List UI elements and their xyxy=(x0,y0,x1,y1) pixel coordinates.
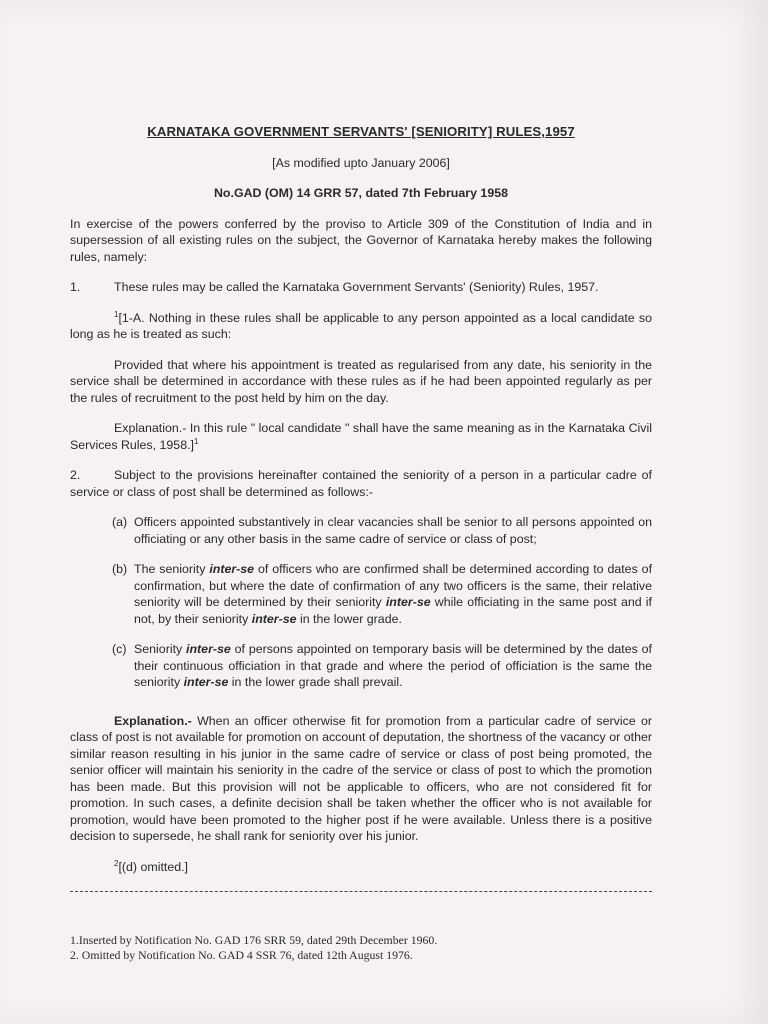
omitted-clause-d: $^2$[(d) omitted.] xyxy=(114,858,188,874)
rule-1a xyxy=(70,310,652,343)
clause-b-text: The seniority inter-se of officers who are confirmed shall be determined according to dates of confirmation, but where the date of confirmation of any two officers is the same, their relative seniority will be determined by their seniority inter-se while officiating in the same post and if not, by their seniority inter-se in the lower grade. xyxy=(134,562,653,626)
clause-c-text: Seniority inter-se of persons appointed on temporary basis will be determined by the dates of their continuous officiation in that grade and where the period of officiation is the same the seniority inter-se in the lower grade shall prevail. xyxy=(134,642,652,689)
explanation-2-text: When an officer otherwise fit for promotion from a particular cadre of service or class of post is not available for promotion on account of deputation, the shortness of the vacancy or other similar reason resulting in his junior in the same cadre of service or class of post being promoted, the senior officer will maintain his seniority in the cadre of the service or class of post to which the promotion has been made. But this provision will not be applicable to officers, who are not considered fit for promotion. In such cases, a definite decision shall be taken whether the officer who is not available for promotion, would have been promoted to the higher post if he were available. Unless there is a positive decision to supersede, he shall rank for seniority over his junior. xyxy=(70,713,652,843)
document-body xyxy=(70,124,652,892)
footnote-ref: 1 xyxy=(193,436,199,446)
clause-b-label: (b) xyxy=(112,562,128,576)
footnote-divider xyxy=(70,891,652,892)
footnote-ref: 2 xyxy=(114,858,119,868)
rule-2 xyxy=(70,467,652,500)
document-title: KARNATAKA GOVERNMENT SERVANTS' [SENIORITY] RULES,1957 xyxy=(147,124,575,139)
clause-a-label: (a) xyxy=(112,515,128,529)
rule-1 xyxy=(70,279,652,296)
proviso: Provided that where his appointment is treated as regularised from any date, his seniority in the service shall be determined in accordance with these rules as if he had been appointed regularly as per the rules of recruitment to the post held by him on the day. xyxy=(70,357,652,405)
footnote-2: 2. Omitted by Notification No. GAD 4 SSR 76, dated 12th August 1976. xyxy=(70,948,413,962)
rule-2-number: 2. xyxy=(70,468,81,482)
gad-reference: No.GAD (OM) 14 GRR 57, dated 7th February 1958 xyxy=(213,186,508,200)
footnotes xyxy=(70,933,630,963)
clause-a xyxy=(112,514,652,547)
rule-1-number: 1. xyxy=(70,280,81,294)
footnote-ref: 1 xyxy=(114,309,119,319)
rule-1-text: These rules may be called the Karnataka Government Servants' (Seniority) Rules, 1957. xyxy=(114,280,599,294)
explanation-1-text: Explanation.- In this rule " local candidate " shall have the same meaning as in the Karnataka Civil Services Rules, 1958.] xyxy=(70,421,652,452)
clause-c xyxy=(112,641,652,691)
rule-1a-text: [1-A. Nothing in these rules shall be applicable to any person appointed as a local candidate so long as he is treated as such: xyxy=(70,310,652,341)
clause-a-text: Officers appointed substantively in clear vacancies shall be senior to all persons appointed on officiating or any other basis in the same cadre of service or class of post; xyxy=(134,515,652,546)
explanation-2-heading: Explanation.- xyxy=(114,713,192,728)
document-subtitle: [As modified upto January 2006] xyxy=(272,155,450,170)
explanation-1 xyxy=(70,420,652,453)
rule-2-text: Subject to the provisions hereinafter contained the seniority of a person in a particular cadre of service or class of post shall be determined as follows:- xyxy=(70,468,652,499)
preamble: In exercise of the powers conferred by the proviso to Article 309 of the Constitution of India and in supersession of all existing rules on the subject, the Governor of Karnataka hereby makes the following rules, namely: xyxy=(70,216,652,264)
clause-b xyxy=(112,561,652,627)
clause-c-label: (c) xyxy=(112,642,127,656)
explanation-2 xyxy=(70,713,652,845)
footnote-1: 1.Inserted by Notification No. GAD 176 SRR 59, dated 29th December 1960. xyxy=(70,933,438,947)
